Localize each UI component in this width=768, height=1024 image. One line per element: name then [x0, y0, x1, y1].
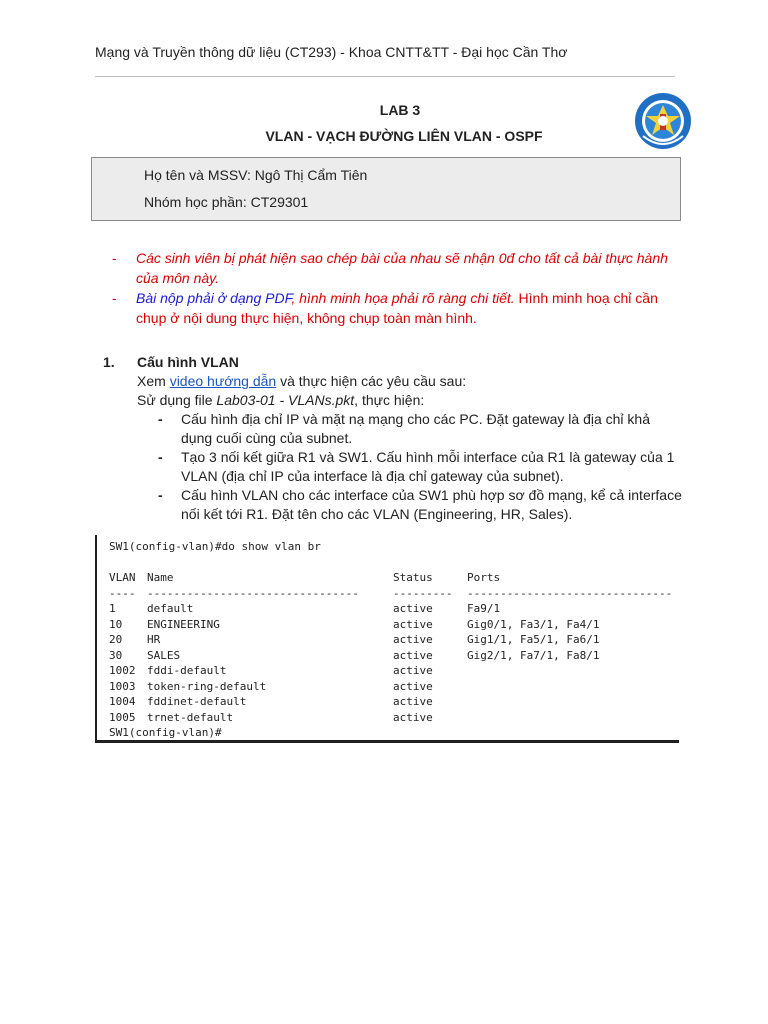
table-row — [109, 679, 679, 695]
header-status: Status — [393, 571, 433, 584]
table-row — [109, 694, 679, 710]
cell: default — [147, 602, 194, 615]
cell: 20 — [109, 633, 123, 646]
cell: active — [393, 695, 433, 708]
cell: active — [393, 710, 433, 724]
cell: 1005 — [109, 710, 136, 724]
header-ports: Ports — [467, 571, 501, 584]
cell: Gig0/1, Fa3/1, Fa4/1 — [467, 617, 600, 631]
list-item — [158, 486, 683, 524]
cell: HR — [147, 633, 161, 646]
table-row — [109, 648, 679, 664]
page-header: Mạng và Truyền thông dữ liệu (CT293) - Khoa CNTT&TT - Đại học Cần Thơ — [95, 44, 568, 60]
cell: active — [393, 679, 433, 693]
student-name: Họ tên và MSSV: Ngô Thị Cẩm Tiên — [144, 167, 368, 183]
terminal-screenshot — [95, 535, 679, 743]
file-pre: Sử dụng file — [137, 392, 217, 408]
table-header — [109, 570, 679, 586]
cell: trnet-default — [147, 710, 234, 724]
requirement-text: Cấu hình địa chỉ IP và mặt nạ mạng cho các PC. Đặt gateway là địa chỉ khả dụng cuối cùng của subnet. — [181, 411, 650, 446]
cell: token-ring-default — [147, 679, 267, 693]
cell: fddinet-default — [147, 695, 247, 708]
cell: 30 — [109, 648, 123, 662]
note-text-pdf: Bài nộp phải ở dạng PDF — [136, 290, 292, 306]
intro-post: và thực hiện các yêu cầu sau: — [276, 373, 467, 389]
terminal-prompt: SW1(config-vlan)# — [109, 726, 222, 739]
bullet-mark: - — [158, 487, 163, 503]
note-item — [112, 288, 682, 328]
cell: 1 — [109, 602, 116, 615]
requirement-text: Tạo 3 nối kết giữa R1 và SW1. Cấu hình mỗi interface của R1 là gateway của 1 VLAN (địa chỉ IP của interface là địa chỉ gateway của subnet). — [181, 449, 675, 484]
note-dash: - — [112, 250, 117, 266]
cell: active — [393, 602, 433, 615]
table-row — [109, 710, 679, 726]
table-row — [109, 663, 679, 679]
separator: -------------------------------- — [147, 586, 359, 600]
note-dash: - — [112, 290, 117, 306]
university-logo-icon — [634, 92, 692, 150]
terminal-blank — [109, 555, 679, 571]
list-item — [158, 410, 683, 448]
list-item — [158, 448, 683, 486]
separator: ---- — [109, 586, 136, 600]
lab-title: LAB 3 — [379, 102, 421, 118]
cell: active — [393, 617, 433, 631]
cell: 1003 — [109, 679, 136, 693]
section-number: 1. — [103, 354, 115, 370]
cell: SALES — [147, 648, 181, 662]
separator: ------------------------------- — [467, 586, 673, 600]
cell: active — [393, 648, 433, 662]
note-text: Các sinh viên bị phát hiện sao chép bài của nhau sẽ nhận 0đ cho tất cả bài thực hành của môn này. — [136, 250, 668, 286]
cell: fddi-default — [147, 664, 227, 677]
terminal-command: SW1(config-vlan)#do show vlan br — [109, 540, 321, 553]
file-name: Lab03-01 - VLANs.pkt — [216, 392, 355, 408]
header-rule — [95, 76, 675, 77]
cell: Gig1/1, Fa5/1, Fa6/1 — [467, 633, 600, 646]
cell: Fa9/1 — [467, 602, 501, 615]
file-post: , thực hiện: — [354, 392, 425, 408]
requirement-text: Cấu hình VLAN cho các interface của SW1 phù hợp sơ đồ mạng, kể cả interface nối kết tới R1. Đặt tên cho các VLAN (Engineering, HR, Sales). — [181, 487, 682, 522]
intro-line — [137, 372, 466, 391]
bullet-mark: - — [158, 411, 163, 427]
cell: 1002 — [109, 664, 136, 677]
table-row — [109, 617, 679, 633]
table-row — [109, 632, 679, 648]
table-separator — [109, 586, 679, 602]
cell: ENGINEERING — [147, 617, 220, 631]
notes-list — [112, 248, 682, 328]
note-text-clarity: , hình minh họa phải rõ ràng chi tiết. — [291, 290, 515, 306]
cell: active — [393, 633, 433, 646]
requirements-list — [158, 410, 683, 524]
video-guide-link[interactable]: video hướng dẫn — [169, 373, 277, 389]
header-vlan: VLAN — [109, 571, 136, 584]
table-row — [109, 601, 679, 617]
note-item — [112, 248, 682, 288]
cell: Gig2/1, Fa7/1, Fa8/1 — [467, 648, 600, 662]
bullet-mark: - — [158, 449, 163, 465]
intro-pre: Xem — [137, 373, 170, 389]
lab-subtitle: VLAN - VẠCH ĐƯỜNG LIÊN VLAN - OSPF — [265, 128, 543, 144]
cell: 10 — [109, 617, 123, 631]
note-text-screenshot: Hình minh hoạ chỉ cần chụp ở nội dung thực hiện, không chụp toàn màn hình. — [136, 290, 658, 326]
course-group: Nhóm học phần: CT29301 — [144, 194, 309, 210]
header-name: Name — [147, 571, 174, 584]
cell: 1004 — [109, 695, 136, 708]
cell: active — [393, 664, 433, 677]
section-title: Cấu hình VLAN — [137, 354, 239, 370]
separator: --------- — [393, 586, 453, 600]
student-info-box — [91, 157, 681, 221]
file-line — [137, 391, 424, 410]
